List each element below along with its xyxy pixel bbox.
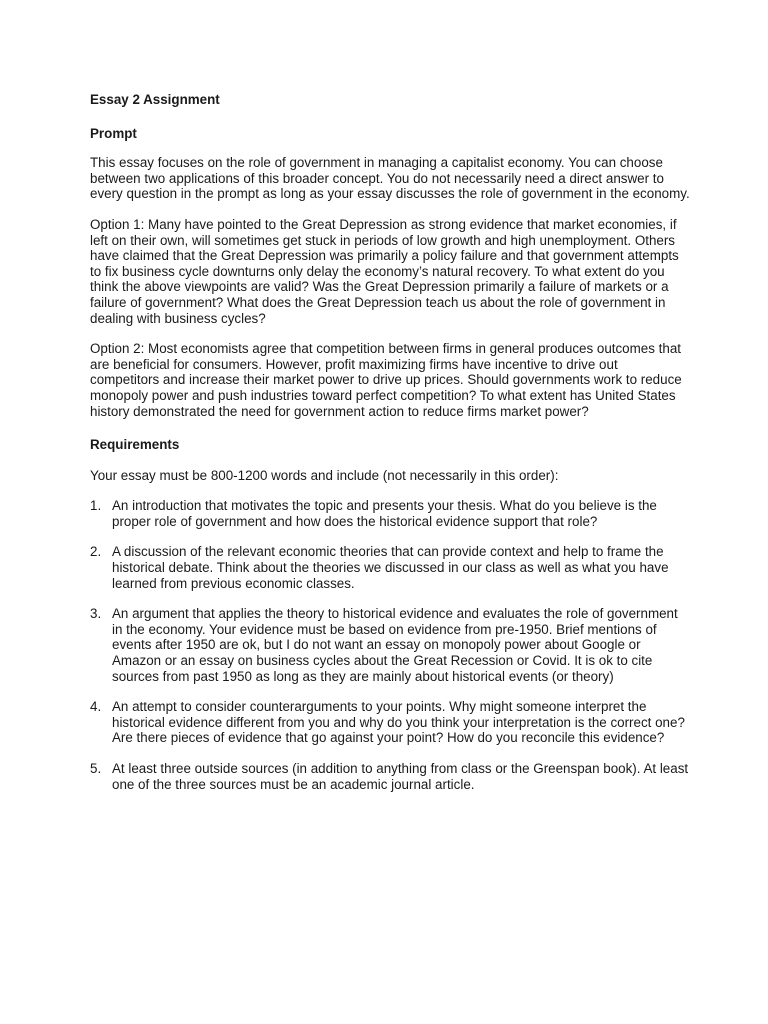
requirement-text: At least three outside sources (in addition to anything from class or the Greenspan book). At least one of the three sources must be an academic journal article.	[112, 761, 689, 792]
requirement-number: 2.	[90, 544, 102, 560]
requirement-item	[90, 699, 690, 746]
prompt-intro-paragraph: This essay focuses on the role of government in managing a capitalist economy. You can choose between two applications of this broader concept. You do not necessarily need a direct answer to every question in the prompt as long as your essay discusses the role of government in the economy.	[90, 155, 690, 202]
document-title: Essay 2 Assignment	[90, 92, 220, 107]
requirement-number: 4.	[90, 699, 102, 715]
prompt-heading: Prompt	[90, 125, 137, 141]
requirement-item	[90, 761, 690, 792]
requirement-text: An attempt to consider counterarguments to your points. Why might someone interpret the historical evidence different from you and why do you think your interpretation is the correct one? Are there pieces of evidence that go against your point? How do you reconcile this evidence?	[112, 699, 685, 746]
requirement-item	[90, 606, 690, 684]
requirements-intro-paragraph: Your essay must be 800-1200 words and include (not necessarily in this order):	[90, 467, 559, 483]
requirement-number: 3.	[90, 606, 102, 622]
requirement-text: An argument that applies the theory to historical evidence and evaluates the role of government in the economy. Your evidence must be based on evidence from pre-1950. Brief mentions of events after 1950 are ok, but I do not want an essay on monopoly power about Google or Amazon or an essay on business cycles about the Great Recession or Covid. It is ok to cite sources from past 1950 as long as they are mainly about historical events (or theory)	[112, 606, 678, 684]
option-2-paragraph: Option 2: Most economists agree that competition between firms in general produces outcomes that are beneficial for consumers. However, profit maximizing firms have incentive to drive out competitors and increase their market power to drive up prices. Should governments work to reduce monopoly power and push industries toward perfect competition? To what extent has United States history demonstrated the need for government action to reduce firms market power?	[90, 341, 682, 419]
document-page	[90, 92, 690, 807]
requirement-item	[90, 498, 690, 529]
requirement-item	[90, 544, 690, 591]
requirement-number: 5.	[90, 761, 102, 776]
option-1-paragraph: Option 1: Many have pointed to the Great Depression as strong evidence that market economies, if left on their own, will sometimes get stuck in periods of low growth and high unemployment. Others have claimed that the Great Depression was primarily a policy failure and that government attempts to fix business cycle downturns only delay the economy’s natural recovery. To what extent do you think the above viewpoints are valid? Was the Great Depression primarily a failure of markets or a failure of government? What does the Great Depression teach us about the role of government in dealing with business cycles?	[90, 216, 679, 326]
requirement-text: An introduction that motivates the topic and presents your thesis. What do you believe is the proper role of government and how does the historical evidence support that role?	[112, 498, 657, 529]
requirement-text: A discussion of the relevant economic theories that can provide context and help to frame the historical debate. Think about the theories we discussed in our class as well as what you have learned from previous economic classes.	[112, 544, 669, 591]
requirement-number: 1.	[90, 498, 102, 514]
requirements-heading: Requirements	[90, 437, 180, 453]
requirements-list	[90, 498, 690, 792]
